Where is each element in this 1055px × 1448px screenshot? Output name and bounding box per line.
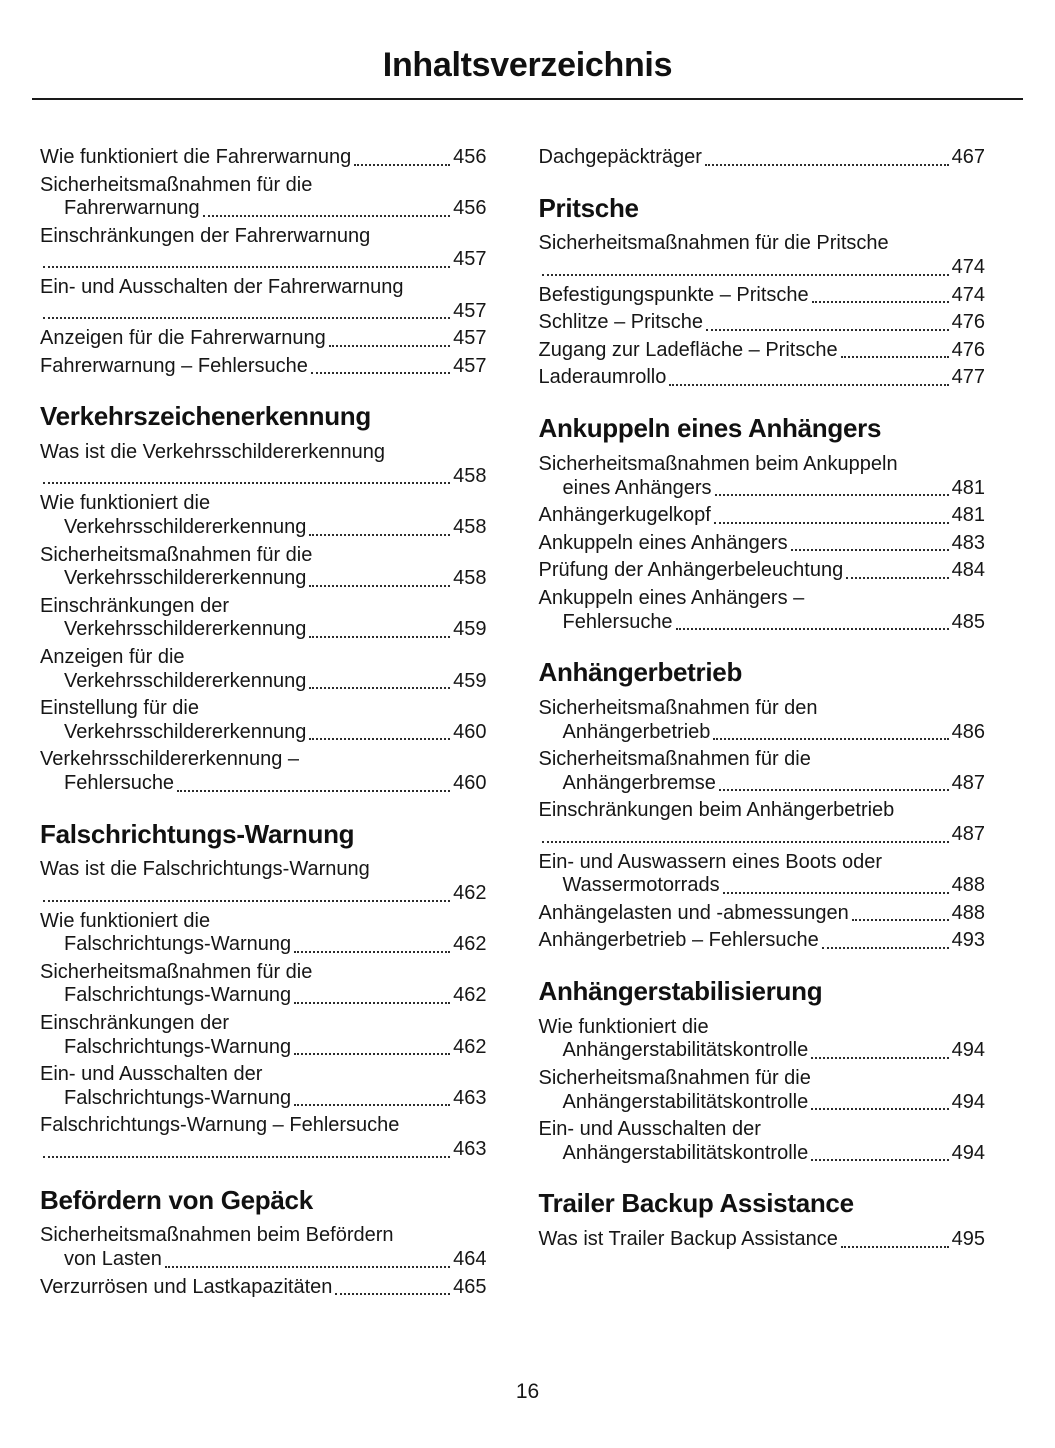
section-heading: Trailer Backup Assistance: [538, 1188, 854, 1219]
entry-page-number: 481: [951, 504, 985, 527]
entry-line: [539, 1228, 986, 1252]
dot-leader: [329, 345, 450, 347]
entry-text: Verkehrsschildererkennung: [64, 720, 307, 743]
toc-entry: [539, 453, 986, 500]
entry-line: [40, 465, 487, 489]
dot-leader: [311, 372, 450, 374]
toc-entry: [40, 441, 487, 488]
entry-line: [539, 146, 986, 170]
entry-line: [40, 146, 487, 170]
entry-page-number: 495: [951, 1228, 985, 1251]
entry-page-number: 458: [453, 567, 487, 590]
toc-entry: [40, 1224, 487, 1271]
entry-line: [539, 477, 986, 501]
dot-leader: [852, 919, 949, 921]
entry-page-number: 481: [951, 476, 985, 499]
toc-entry: [539, 311, 986, 335]
entry-page-number: 457: [453, 248, 487, 271]
entry-page-number: 456: [453, 197, 487, 220]
entry-line: [539, 284, 986, 308]
entry-page-number: 458: [453, 464, 487, 487]
toc-entry: [40, 748, 487, 795]
dot-leader: [43, 266, 450, 268]
entry-page-number: 464: [453, 1248, 487, 1271]
section-heading: Ankuppeln eines Anhängers: [538, 413, 882, 444]
entry-page-number: 494: [951, 1039, 985, 1062]
entry-page-number: 494: [951, 1141, 985, 1164]
entry-line: [40, 567, 487, 591]
entry-line: [539, 1039, 986, 1063]
entry-line: Sicherheitsmaßnahmen für den: [538, 696, 818, 719]
dot-leader: [719, 789, 949, 791]
entry-line: [539, 504, 986, 528]
entry-page-number: 467: [951, 146, 985, 168]
dot-leader: [294, 1053, 450, 1055]
entry-line: [40, 355, 487, 379]
toc-content: [0, 100, 1055, 1303]
entry-line: [539, 256, 986, 280]
entry-line: Sicherheitsmaßnahmen für die: [40, 543, 313, 566]
entry-line: Ein- und Ausschalten der: [40, 1063, 263, 1086]
entry-text: Befestigungspunkte – Pritsche: [538, 283, 809, 306]
entry-text: Verkehrsschildererkennung: [64, 618, 307, 641]
dot-leader: [841, 356, 949, 358]
entry-line: Einschränkungen der: [40, 1012, 230, 1034]
entry-line: [539, 902, 986, 926]
entry-page-number: 485: [951, 610, 985, 633]
entry-line: [40, 1087, 487, 1111]
entry-page-number: 460: [453, 771, 487, 794]
toc-entry: [539, 146, 986, 170]
entry-line: Sicherheitsmaßnahmen für die: [538, 748, 811, 771]
toc-entry: [40, 910, 487, 957]
entry-page-number: 484: [951, 559, 985, 582]
toc-entry: [40, 544, 487, 591]
toc-entry: [40, 355, 487, 379]
section-heading: Anhängerbetrieb: [538, 657, 743, 688]
toc-column-right: [539, 146, 986, 1303]
dot-leader: [811, 1057, 948, 1059]
entry-line: Sicherheitsmaßnahmen beim Ankuppeln: [538, 452, 898, 475]
dot-leader: [43, 317, 450, 319]
entry-line: [539, 366, 986, 390]
entry-page-number: 488: [951, 874, 985, 897]
section-heading: Falschrichtungs-Warnung: [40, 818, 355, 849]
entry-page-number: 457: [453, 327, 487, 350]
entry-page-number: 493: [951, 929, 985, 952]
toc-entry: [40, 1063, 487, 1110]
toc-entry: [539, 504, 986, 528]
dot-leader: [676, 628, 949, 630]
dot-leader: [294, 1104, 450, 1106]
entry-text: Verkehrsschildererkennung: [64, 516, 307, 539]
dot-leader: [723, 892, 949, 894]
entry-text: Verkehrsschildererkennung: [64, 669, 307, 692]
entry-line: [539, 311, 986, 335]
entry-line: Einschränkungen der Fahrerwarnung: [40, 224, 371, 247]
entry-line: Einstellung für die: [40, 697, 199, 720]
dot-leader: [542, 841, 949, 843]
entry-line: [40, 772, 487, 796]
entry-line: [539, 559, 986, 583]
entry-line: [40, 670, 487, 694]
toc-entry: [539, 366, 986, 390]
entry-line: [40, 933, 487, 957]
toc-entry: [539, 902, 986, 926]
dot-leader: [43, 1156, 450, 1158]
section-heading: Befördern von Gepäck: [40, 1184, 313, 1215]
dot-leader: [309, 738, 450, 740]
toc-entry: [539, 1067, 986, 1114]
dot-leader: [294, 951, 450, 953]
dot-leader: [811, 1108, 948, 1110]
entry-line: [40, 1036, 487, 1060]
dot-leader: [811, 1159, 948, 1161]
entry-page-number: 476: [951, 311, 985, 334]
entry-line: [539, 772, 986, 796]
toc-entry: [539, 929, 986, 953]
dot-leader: [706, 329, 949, 331]
entry-text: Prüfung der Anhängerbeleuchtung: [538, 559, 844, 582]
entry-page-number: 458: [453, 516, 487, 539]
toc-entry: [40, 174, 487, 221]
entry-line: Was ist die Falschrichtungs-Warnung: [40, 858, 370, 881]
entry-page-number: 462: [453, 1035, 487, 1058]
entry-line: Sicherheitsmaßnahmen für die: [40, 960, 313, 983]
entry-page-number: 483: [951, 531, 985, 554]
entry-line: Sicherheitsmaßnahmen für die: [40, 173, 313, 196]
entry-line: [539, 721, 986, 745]
entry-text: Anhängerstabilitätskontrolle: [562, 1141, 809, 1164]
entry-text: Wassermotorrads: [562, 874, 720, 897]
toc-entry: [40, 276, 487, 323]
dot-leader: [309, 585, 450, 587]
entry-line: [539, 611, 986, 635]
section-heading: Verkehrszeichenerkennung: [40, 401, 371, 432]
entry-text: Anhängerstabilitätskontrolle: [562, 1039, 809, 1062]
dot-leader: [713, 738, 948, 740]
entry-line: Sicherheitsmaßnahmen für die Pritsche: [538, 232, 889, 255]
toc-entry: [40, 646, 487, 693]
dot-leader: [309, 534, 450, 536]
entry-text: Schlitze – Pritsche: [538, 311, 704, 334]
dot-leader: [309, 687, 450, 689]
toc-entry: [539, 1228, 986, 1252]
footer-page-number: 16: [515, 1380, 540, 1403]
entry-line: [40, 618, 487, 642]
toc-entry: [40, 146, 487, 170]
entry-line: Falschrichtungs-Warnung – Fehlersuche: [40, 1114, 400, 1137]
entry-text: Falschrichtungs-Warnung: [64, 1086, 292, 1109]
toc-entry: [40, 858, 487, 905]
toc-entry: [40, 697, 487, 744]
toc-entry: [539, 232, 986, 279]
entry-page-number: 462: [453, 984, 487, 1007]
dot-leader: [354, 164, 450, 166]
entry-text: Fahrerwarnung: [64, 197, 200, 220]
entry-text: Anhängelasten und -abmessungen: [538, 901, 849, 924]
entry-line: [539, 339, 986, 363]
entry-line: [539, 1142, 986, 1166]
entry-page-number: 474: [951, 256, 985, 279]
entry-text: Anhängerbremse: [562, 771, 716, 794]
entry-text: eines Anhängers: [562, 476, 712, 499]
toc-entry: [539, 1118, 986, 1165]
entry-page-number: 463: [453, 1137, 487, 1160]
entry-line: Ein- und Ausschalten der Fahrerwarnung: [40, 275, 404, 298]
toc-entry: [539, 748, 986, 795]
entry-line: Wie funktioniert die: [40, 492, 211, 515]
toc-column-left: [40, 146, 487, 1303]
entry-text: Was ist Trailer Backup Assistance: [538, 1228, 838, 1251]
entry-line: [40, 984, 487, 1008]
toc-entry: [539, 559, 986, 583]
entry-page-number: 476: [951, 338, 985, 361]
entry-line: [40, 300, 487, 324]
entry-line: Anzeigen für die: [40, 645, 185, 668]
entry-line: Verkehrsschildererkennung –: [40, 748, 300, 771]
toc-entry: [40, 595, 487, 642]
entry-page-number: 457: [453, 354, 487, 377]
entry-line: [40, 1276, 487, 1300]
entry-line: [40, 1248, 487, 1272]
dot-leader: [294, 1002, 450, 1004]
page-title: Inhaltsverzeichnis: [382, 46, 673, 84]
entry-page-number: 456: [453, 146, 487, 168]
entry-line: [40, 516, 487, 540]
toc-entry: [539, 532, 986, 556]
entry-page-number: 488: [951, 901, 985, 924]
toc-entry: [40, 327, 487, 351]
dot-leader: [177, 790, 450, 792]
dot-leader: [669, 384, 948, 386]
dot-leader: [43, 482, 450, 484]
entry-page-number: 459: [453, 669, 487, 692]
entry-text: Anhängerkugelkopf: [538, 504, 711, 527]
section-heading: Pritsche: [538, 192, 639, 223]
entry-page-number: 486: [951, 720, 985, 743]
entry-text: Zugang zur Ladefläche – Pritsche: [538, 338, 838, 361]
entry-line: [40, 248, 487, 272]
entry-page-number: 465: [453, 1275, 487, 1298]
toc-entry: [539, 1016, 986, 1063]
entry-line: Sicherheitsmaßnahmen beim Befördern: [40, 1224, 394, 1247]
entry-page-number: 494: [951, 1090, 985, 1113]
entry-text: von Lasten: [64, 1248, 162, 1271]
entry-line: [539, 929, 986, 953]
dot-leader: [846, 577, 948, 579]
entry-line: Wie funktioniert die: [538, 1015, 709, 1038]
entry-page-number: 462: [453, 882, 487, 905]
toc-entry: [539, 799, 986, 846]
entry-text: Anzeigen für die Fahrerwarnung: [40, 327, 326, 350]
toc-entry: [539, 339, 986, 363]
entry-text: Dachgepäckträger: [538, 146, 702, 168]
entry-page-number: 474: [951, 283, 985, 306]
entry-text: Laderaumrollo: [538, 366, 667, 389]
entry-text: Verkehrsschildererkennung: [64, 567, 307, 590]
entry-text: Falschrichtungs-Warnung: [64, 1035, 292, 1058]
entry-page-number: 460: [453, 720, 487, 743]
entry-text: Falschrichtungs-Warnung: [64, 933, 292, 956]
dot-leader: [715, 494, 949, 496]
entry-page-number: 459: [453, 618, 487, 641]
entry-line: [539, 823, 986, 847]
section-heading: Anhängerstabilisierung: [538, 975, 823, 1006]
toc-entry: [40, 1276, 487, 1300]
dot-leader: [822, 947, 949, 949]
entry-page-number: 457: [453, 299, 487, 322]
toc-entry: [40, 1012, 487, 1059]
entry-line: [40, 327, 487, 351]
toc-entry: [539, 697, 986, 744]
dot-leader: [841, 1246, 949, 1248]
toc-entry: [40, 961, 487, 1008]
entry-line: Ein- und Ausschalten der: [538, 1118, 761, 1141]
toc-entry: [40, 492, 487, 539]
dot-leader: [309, 636, 450, 638]
dot-leader: [203, 215, 451, 217]
entry-text: Anhängerbetrieb – Fehlersuche: [538, 929, 819, 952]
entry-text: Anhängerbetrieb: [562, 720, 711, 743]
toc-entry: [40, 225, 487, 272]
entry-line: [539, 1091, 986, 1115]
dot-leader: [791, 549, 949, 551]
entry-line: Ankuppeln eines Anhängers –: [538, 586, 805, 609]
entry-text: Wie funktioniert die Fahrerwarnung: [40, 146, 352, 168]
entry-line: [40, 721, 487, 745]
entry-line: [539, 874, 986, 898]
entry-text: Fehlersuche: [562, 610, 673, 633]
dot-leader: [43, 900, 450, 902]
dot-leader: [812, 301, 949, 303]
entry-page-number: 477: [951, 366, 985, 389]
entry-line: [539, 532, 986, 556]
entry-line: Wie funktioniert die: [40, 909, 211, 932]
entry-line: Einschränkungen der: [40, 594, 230, 617]
entry-text: Anhängerstabilitätskontrolle: [562, 1090, 809, 1113]
dot-leader: [714, 522, 949, 524]
entry-page-number: 487: [951, 771, 985, 794]
entry-line: [40, 1138, 487, 1162]
entry-text: Fahrerwarnung – Fehlersuche: [40, 354, 308, 377]
entry-page-number: 462: [453, 933, 487, 956]
entry-line: [40, 197, 487, 221]
dot-leader: [165, 1266, 450, 1268]
entry-line: Ein- und Auswassern eines Boots oder: [538, 850, 883, 873]
toc-entry: [539, 851, 986, 898]
dot-leader: [542, 274, 949, 276]
entry-page-number: 463: [453, 1086, 487, 1109]
entry-line: Was ist die Verkehrsschildererkennung: [40, 441, 385, 464]
entry-line: Einschränkungen beim Anhängerbetrieb: [538, 799, 895, 822]
entry-page-number: 487: [951, 822, 985, 845]
entry-line: [40, 882, 487, 906]
toc-entry: [40, 1114, 487, 1161]
entry-text: Verzurrösen und Lastkapazitäten: [40, 1275, 333, 1298]
entry-text: Falschrichtungs-Warnung: [64, 984, 292, 1007]
entry-line: Sicherheitsmaßnahmen für die: [538, 1067, 811, 1089]
toc-entry: [539, 284, 986, 308]
entry-text: Fehlersuche: [64, 771, 175, 794]
dot-leader: [705, 164, 949, 166]
dot-leader: [335, 1293, 450, 1295]
entry-text: Ankuppeln eines Anhängers: [538, 531, 788, 554]
toc-entry: [539, 587, 986, 634]
